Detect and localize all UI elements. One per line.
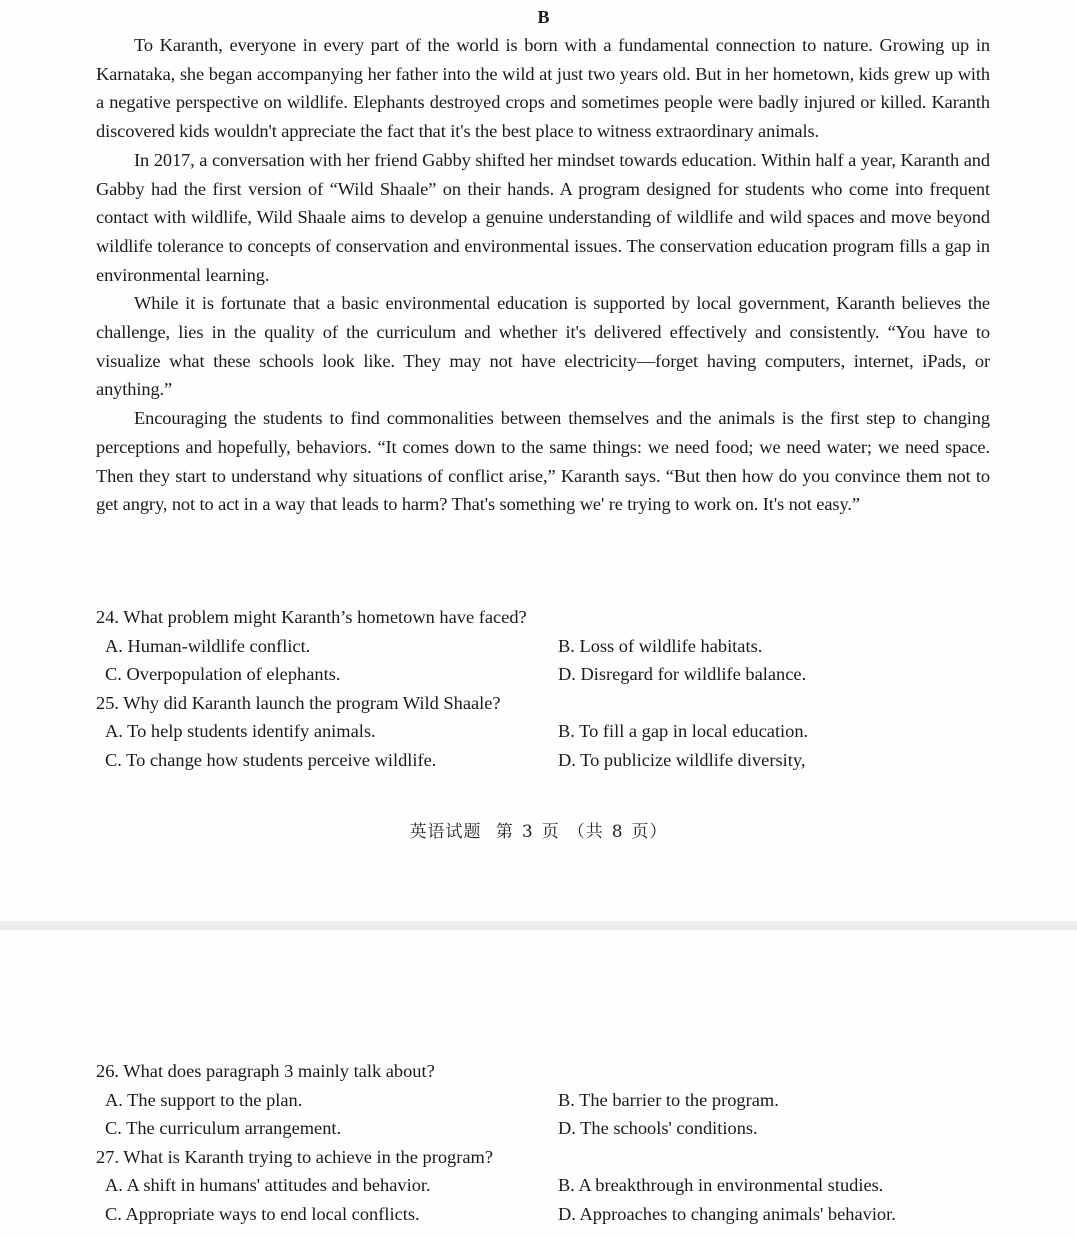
options-row xyxy=(96,1114,926,1143)
question-27 xyxy=(96,1143,926,1229)
option-c: C. Appropriate ways to end local conflicts. xyxy=(105,1203,420,1224)
option-a: A. The support to the plan. xyxy=(105,1089,303,1110)
options-row xyxy=(96,717,926,746)
option-d: D. The schools' conditions. xyxy=(558,1118,758,1139)
reading-passage xyxy=(96,31,990,519)
passage-paragraph-4: Encouraging the students to find commonalities between themselves and the animals is the first step to changing perceptions and hopefully, behaviors. “It comes down to the same things: we need food; we need water; we need space. Then they start to understand why situations of conflict arise,” Karanth says. “But then how do you convince them not to get angry, not to act in a way that leads to harm? That's something we' re trying to work on. It's not easy.” xyxy=(96,408,990,515)
option-c: C. Overpopulation of elephants. xyxy=(105,664,341,685)
passage-paragraph-3: While it is fortunate that a basic environmental education is supported by local government, Karanth believes the challenge, lies in the quality of the curriculum and whether it's delivered effectively and consistently. “You have to visualize what these schools look like. They may not have electricity—forget having computers, internet, iPads, or anything.” xyxy=(96,293,990,400)
option-b: B. Loss of wildlife habitats. xyxy=(558,635,763,656)
footer-page-suffix: 页 xyxy=(541,822,560,842)
question-24 xyxy=(96,603,926,689)
question-25 xyxy=(96,689,926,775)
option-d: D. To publicize wildlife diversity, xyxy=(558,749,806,770)
options-row xyxy=(96,1086,926,1115)
option-c: C. To change how students perceive wildlife. xyxy=(105,749,437,770)
page-separator xyxy=(0,921,1077,930)
question-26 xyxy=(96,1057,926,1143)
question-list xyxy=(96,1057,926,1229)
option-c: C. The curriculum arrangement. xyxy=(105,1118,342,1139)
question-stem: 26. What does paragraph 3 mainly talk about? xyxy=(96,1061,435,1081)
option-d: D. Disregard for wildlife balance. xyxy=(558,664,807,685)
footer-total-open: （共 xyxy=(567,822,604,842)
footer-subject: 英语试题 xyxy=(409,822,482,842)
option-b: B. To fill a gap in local education. xyxy=(558,721,809,742)
options-row xyxy=(96,746,926,775)
question-stem: 27. What is Karanth trying to achieve in the program? xyxy=(96,1146,493,1167)
option-a: A. A shift in humans' attitudes and behavior. xyxy=(105,1175,431,1196)
footer-total-close: 页） xyxy=(631,822,668,842)
options-row xyxy=(96,632,926,661)
exam-page-4 xyxy=(0,930,1077,1238)
section-heading: B xyxy=(537,7,550,27)
option-d: D. Approaches to changing animals' behavior. xyxy=(558,1203,896,1224)
passage-paragraph-1: To Karanth, everyone in every part of the world is born with a fundamental connection to nature. Growing up in Karnataka, she began accompanying her father into the wild at just two years old. But in her hometown, kids grew up with a negative perspective on wildlife. Elephants destroyed crops and sometimes people were badly injured or killed. Karanth discovered kids wouldn't appreciate the fact that it's the best place to witness extraordinary animals. xyxy=(96,35,990,142)
footer-page-number: 3 xyxy=(521,822,534,842)
question-stem: 25. Why did Karanth launch the program Wild Shaale? xyxy=(96,692,501,713)
option-a: A. To help students identify animals. xyxy=(105,721,376,742)
option-b: B. A breakthrough in environmental studies. xyxy=(558,1175,884,1196)
option-b: B. The barrier to the program. xyxy=(558,1089,779,1110)
options-row xyxy=(96,1171,926,1200)
footer-total-pages: 8 xyxy=(611,822,624,842)
option-a: A. Human-wildlife conflict. xyxy=(105,635,311,656)
options-row xyxy=(96,660,926,689)
passage-paragraph-2: In 2017, a conversation with her friend Gabby shifted her mindset towards education. Within half a year, Karanth and Gabby had the first version of “Wild Shaale” on their hands. A program designed for students who come into frequent contact with wildlife, Wild Shaale aims to develop a genuine understanding of wildlife and wild spaces and move beyond wildlife tolerance to concepts of conservation and environmental issues. The conservation education program fills a gap in environmental learning. xyxy=(96,149,990,285)
page-footer xyxy=(0,820,1077,844)
footer-page-prefix: 第 xyxy=(495,822,514,842)
question-stem: 24. What problem might Karanth’s hometown have faced? xyxy=(96,607,527,627)
question-list xyxy=(96,603,926,775)
options-row xyxy=(96,1200,926,1229)
